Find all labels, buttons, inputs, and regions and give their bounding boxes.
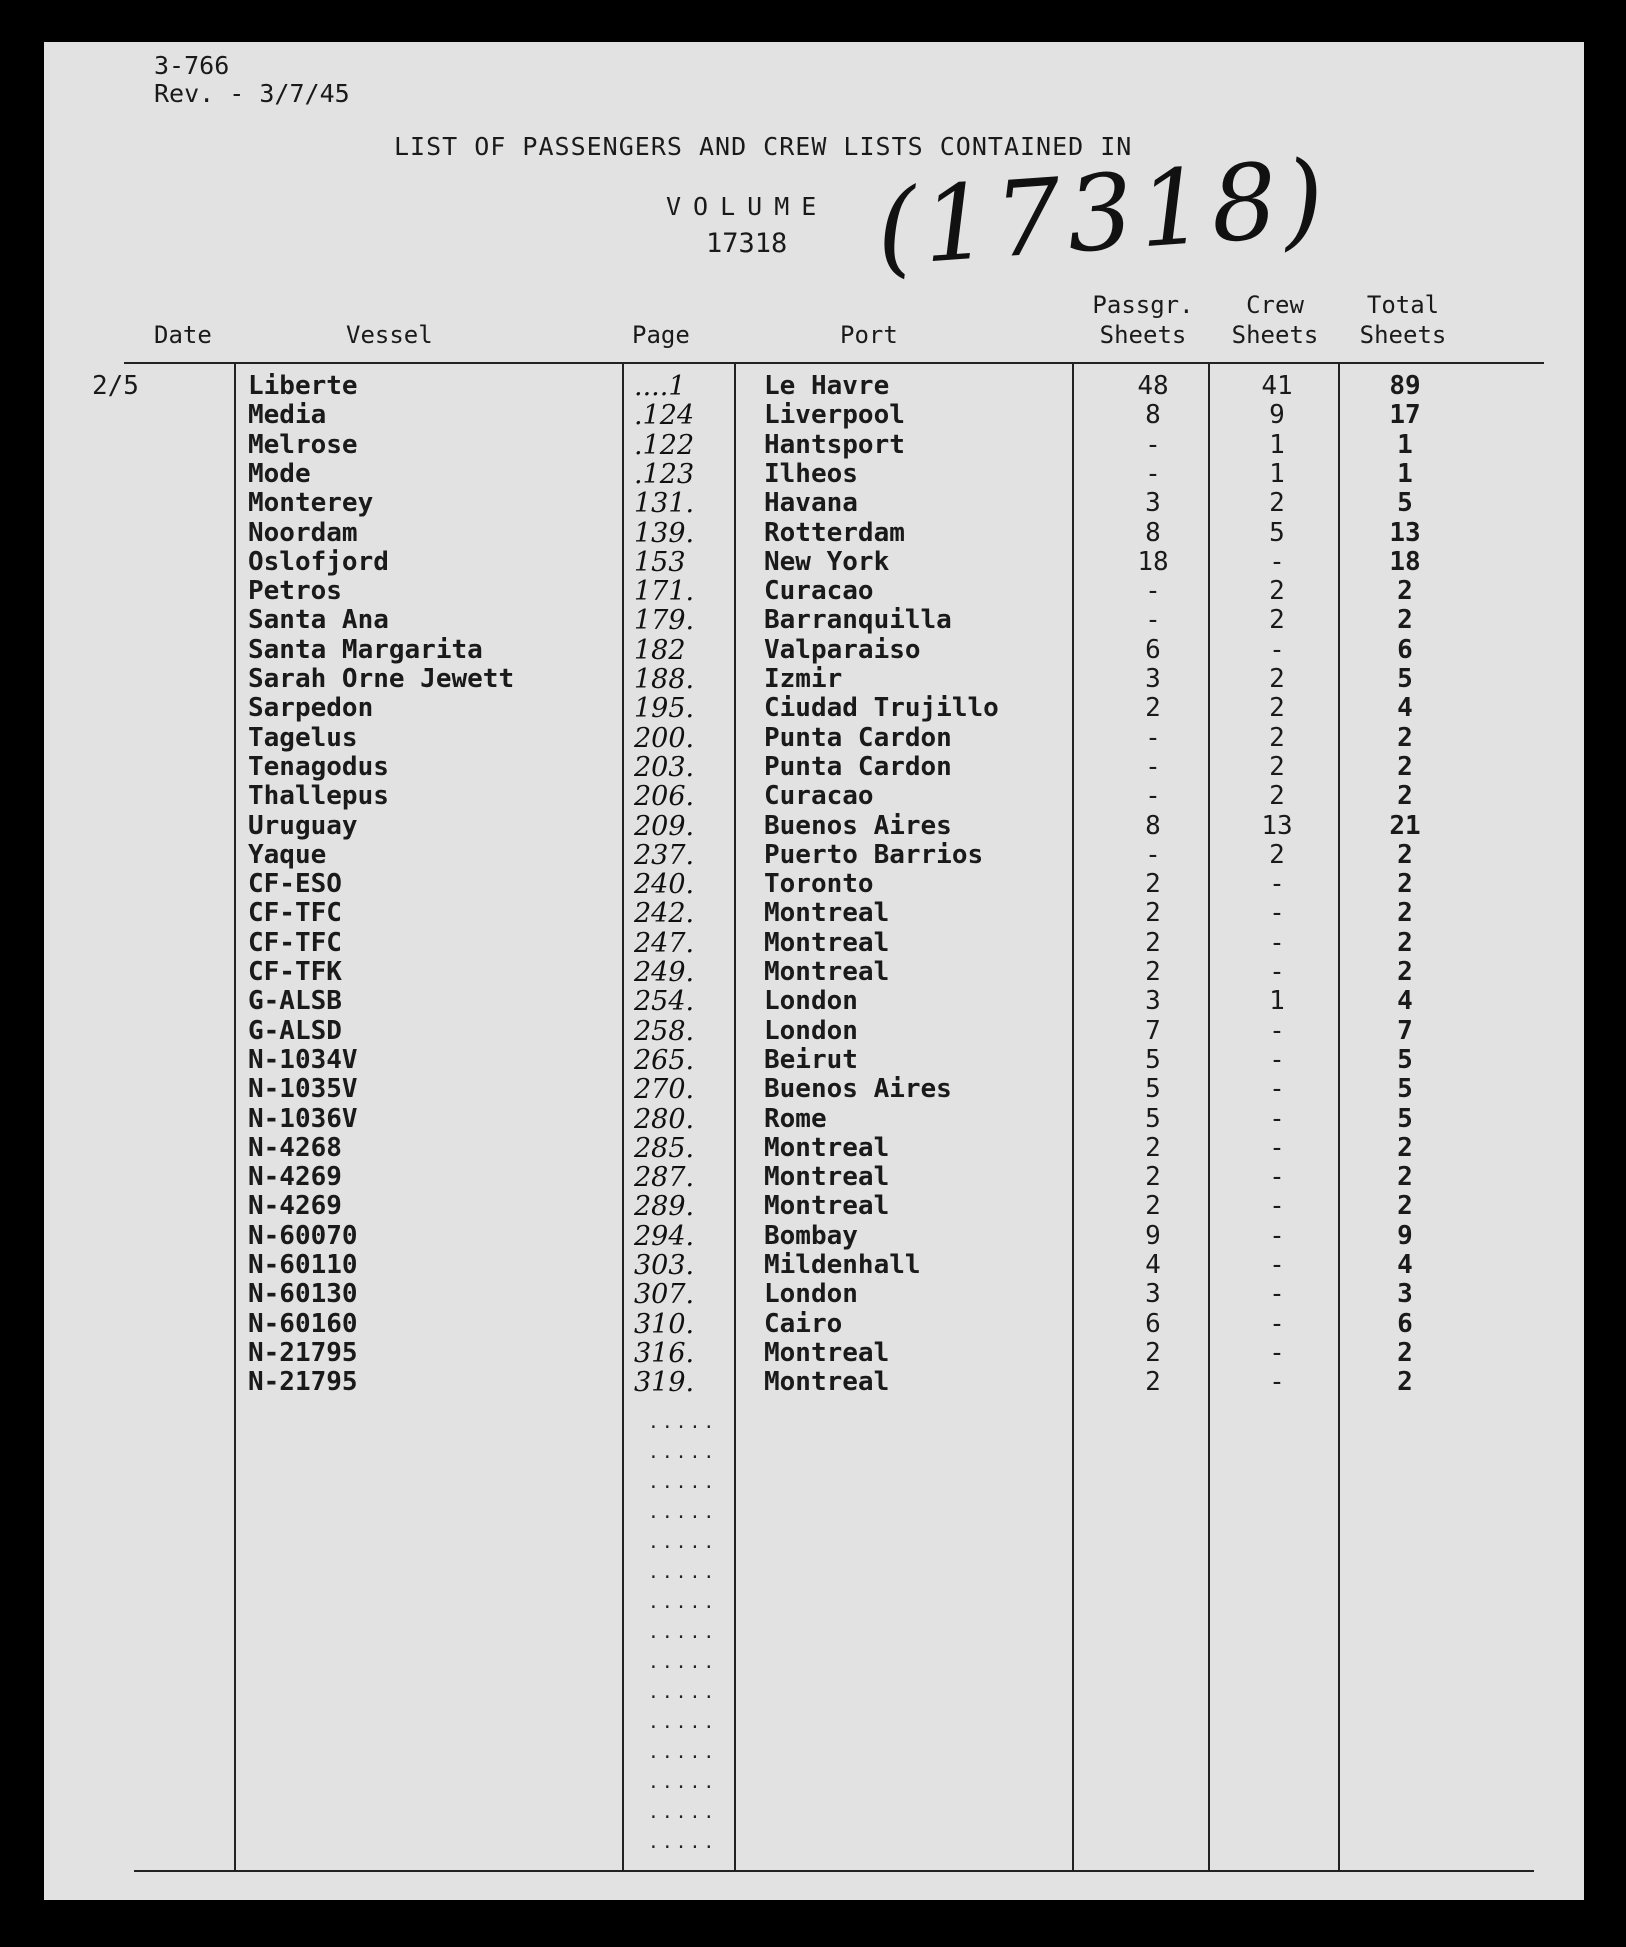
header-crew-sheets xyxy=(1220,290,1330,350)
table-row xyxy=(44,1075,1584,1104)
row-passgr-sheets: 5 xyxy=(1145,1044,1161,1075)
row-vessel: Sarpedon xyxy=(248,693,374,724)
row-page: ....1 xyxy=(634,371,686,402)
row-page: 303. xyxy=(634,1250,695,1281)
row-passgr-sheets: 5 xyxy=(1145,1074,1161,1105)
row-crew-sheets: - xyxy=(1269,957,1285,987)
row-total-sheets: 5 xyxy=(1397,1074,1413,1105)
row-page: .123 xyxy=(634,458,695,490)
row-passgr-sheets: 9 xyxy=(1145,1220,1161,1251)
row-vessel: Noordam xyxy=(248,517,358,548)
row-total-sheets: 1 xyxy=(1397,429,1413,460)
row-crew-sheets: - xyxy=(1269,546,1285,577)
header-page: Page xyxy=(632,321,690,349)
row-total-sheets: 6 xyxy=(1397,1308,1413,1339)
row-crew-sheets: - xyxy=(1269,1162,1285,1193)
row-page: 206. xyxy=(634,781,695,813)
row-page: 280. xyxy=(634,1103,695,1135)
table-row xyxy=(44,401,1584,430)
filler-dot-row: ..... xyxy=(648,1412,718,1433)
row-port: Izmir xyxy=(764,664,843,694)
row-port: Puerto Barrios xyxy=(764,839,984,870)
row-vessel: N-4268 xyxy=(248,1132,342,1163)
filler-dot-row: ..... xyxy=(648,1502,718,1523)
row-port: Curacao xyxy=(764,781,874,812)
row-crew-sheets: 5 xyxy=(1269,517,1285,548)
row-page: 200. xyxy=(634,722,695,754)
row-page: 131. xyxy=(634,488,695,520)
row-passgr-sheets: 4 xyxy=(1145,1250,1161,1280)
row-port: Montreal xyxy=(764,1191,890,1222)
row-total-sheets: 5 xyxy=(1397,664,1413,694)
row-total-sheets: 5 xyxy=(1397,1103,1413,1134)
row-passgr-sheets: - xyxy=(1145,605,1161,636)
row-vessel: CF-TFC xyxy=(248,927,342,958)
header-date: Date xyxy=(154,321,212,349)
filler-dot-row: ..... xyxy=(648,1832,718,1853)
row-port: Montreal xyxy=(764,898,890,929)
row-passgr-sheets: 8 xyxy=(1145,517,1161,548)
row-total-sheets: 2 xyxy=(1397,605,1413,636)
table-row xyxy=(44,577,1584,606)
row-page: 153 xyxy=(634,546,686,578)
row-total-sheets: 1 xyxy=(1397,458,1413,489)
row-total-sheets: 2 xyxy=(1397,722,1413,753)
filler-dot-row: ..... xyxy=(648,1562,718,1583)
row-port: Bombay xyxy=(764,1220,858,1251)
row-port: London xyxy=(764,1279,858,1310)
table-row xyxy=(44,1222,1584,1251)
row-page: 319. xyxy=(634,1367,695,1399)
table-row xyxy=(44,548,1584,577)
row-passgr-sheets: 2 xyxy=(1145,693,1161,724)
row-passgr-sheets: - xyxy=(1145,458,1161,489)
row-crew-sheets: - xyxy=(1269,1074,1285,1105)
row-port: Buenos Aires xyxy=(764,1074,952,1105)
row-page: 139. xyxy=(634,517,695,549)
row-total-sheets: 6 xyxy=(1397,634,1413,665)
row-passgr-sheets: 2 xyxy=(1145,957,1161,987)
table-row xyxy=(44,870,1584,899)
row-vessel: Thallepus xyxy=(248,781,389,812)
row-page: 270. xyxy=(634,1074,695,1106)
row-port: Beirut xyxy=(764,1044,858,1075)
row-total-sheets: 3 xyxy=(1397,1279,1413,1310)
row-crew-sheets: - xyxy=(1269,1132,1285,1163)
row-port: Montreal xyxy=(764,1337,890,1368)
row-vessel: N-60130 xyxy=(248,1279,358,1310)
row-crew-sheets: - xyxy=(1269,1015,1285,1046)
table-row xyxy=(44,841,1584,870)
table-row xyxy=(44,519,1584,548)
row-date: 2/5 xyxy=(92,371,139,401)
row-port: Buenos Aires xyxy=(764,810,952,841)
row-passgr-sheets: - xyxy=(1145,429,1161,460)
table-row xyxy=(44,489,1584,518)
table-row xyxy=(44,372,1584,401)
row-port: Hantsport xyxy=(764,429,905,460)
row-port: Rome xyxy=(764,1103,827,1134)
filler-dot-row: ..... xyxy=(648,1742,718,1763)
row-passgr-sheets: 18 xyxy=(1137,546,1169,577)
row-page: 316. xyxy=(634,1337,695,1369)
row-passgr-sheets: 8 xyxy=(1145,400,1161,431)
row-crew-sheets: - xyxy=(1269,1367,1285,1398)
row-vessel: Oslofjord xyxy=(248,546,389,577)
row-crew-sheets: 2 xyxy=(1269,839,1285,870)
row-total-sheets: 5 xyxy=(1397,1044,1413,1075)
row-total-sheets: 89 xyxy=(1389,371,1421,401)
row-vessel: N-1035V xyxy=(248,1074,358,1105)
row-vessel: Yaque xyxy=(248,839,327,870)
row-crew-sheets: - xyxy=(1269,1103,1285,1134)
row-passgr-sheets: - xyxy=(1145,781,1161,812)
table-row xyxy=(44,899,1584,928)
row-vessel: Tagelus xyxy=(248,722,358,753)
row-passgr-sheets: 2 xyxy=(1145,1191,1161,1222)
row-port: Havana xyxy=(764,488,858,519)
row-vessel: Santa Ana xyxy=(248,605,389,636)
row-passgr-sheets: 3 xyxy=(1145,1279,1161,1310)
row-page: 240. xyxy=(634,869,695,901)
header-passgr-line1: Passgr. xyxy=(1092,291,1194,319)
row-passgr-sheets: 2 xyxy=(1145,1162,1161,1193)
row-page: .122 xyxy=(634,429,695,461)
header-passgr-line2: Sheets xyxy=(1099,321,1187,349)
table-row xyxy=(44,1310,1584,1339)
row-port: Montreal xyxy=(764,1162,890,1193)
table-row xyxy=(44,1163,1584,1192)
row-total-sheets: 21 xyxy=(1389,810,1421,841)
row-passgr-sheets: 3 xyxy=(1145,664,1161,694)
row-passgr-sheets: 48 xyxy=(1137,371,1169,401)
row-crew-sheets: 2 xyxy=(1269,576,1285,607)
filler-dot-row: ..... xyxy=(648,1682,718,1703)
row-crew-sheets: 1 xyxy=(1269,458,1285,489)
row-passgr-sheets: 2 xyxy=(1145,869,1161,900)
row-total-sheets: 2 xyxy=(1397,927,1413,958)
row-crew-sheets: - xyxy=(1269,634,1285,665)
table-row xyxy=(44,1251,1584,1280)
row-page: 171. xyxy=(634,576,695,608)
row-passgr-sheets: 3 xyxy=(1145,986,1161,1017)
row-page: 247. xyxy=(634,927,695,959)
row-port: Mildenhall xyxy=(764,1250,921,1280)
table-row xyxy=(44,665,1584,694)
table-row xyxy=(44,1192,1584,1221)
row-crew-sheets: 2 xyxy=(1269,488,1285,519)
row-total-sheets: 2 xyxy=(1397,1337,1413,1368)
table-row xyxy=(44,460,1584,489)
table-row xyxy=(44,1134,1584,1163)
row-crew-sheets: - xyxy=(1269,1337,1285,1368)
filler-dot-row: ..... xyxy=(648,1472,718,1493)
table-row xyxy=(44,987,1584,1016)
row-crew-sheets: - xyxy=(1269,1044,1285,1075)
row-page: 307. xyxy=(634,1279,695,1311)
row-passgr-sheets: 2 xyxy=(1145,898,1161,929)
row-passgr-sheets: 2 xyxy=(1145,927,1161,958)
row-port: London xyxy=(764,986,858,1017)
bottom-rule xyxy=(134,1870,1534,1872)
row-passgr-sheets: - xyxy=(1145,576,1161,607)
row-vessel: N-1036V xyxy=(248,1103,358,1134)
row-port: Montreal xyxy=(764,1132,890,1163)
row-page: 182 xyxy=(634,634,686,666)
table-row xyxy=(44,812,1584,841)
row-page: 285. xyxy=(634,1132,695,1164)
row-page: 265. xyxy=(634,1044,695,1076)
row-crew-sheets: - xyxy=(1269,869,1285,900)
row-vessel: N-1034V xyxy=(248,1044,358,1075)
table-row xyxy=(44,958,1584,987)
table-row xyxy=(44,1046,1584,1075)
row-vessel: Sarah Orne Jewett xyxy=(248,664,515,694)
row-page: 203. xyxy=(634,751,695,783)
filler-dot-row: ..... xyxy=(648,1592,718,1613)
row-port: Valparaiso xyxy=(764,634,921,665)
row-port: New York xyxy=(764,546,890,577)
row-crew-sheets: 1 xyxy=(1269,986,1285,1017)
filler-dot-row: ..... xyxy=(648,1712,718,1733)
row-crew-sheets: 41 xyxy=(1261,371,1293,401)
row-port: Liverpool xyxy=(764,400,905,431)
row-total-sheets: 7 xyxy=(1397,1015,1413,1046)
row-total-sheets: 4 xyxy=(1397,1250,1413,1280)
row-page: 258. xyxy=(634,1015,695,1047)
row-total-sheets: 18 xyxy=(1389,546,1421,577)
row-crew-sheets: 2 xyxy=(1269,751,1285,782)
filler-dot-row: ..... xyxy=(648,1442,718,1463)
row-vessel: Monterey xyxy=(248,488,374,519)
row-crew-sheets: - xyxy=(1269,898,1285,929)
handwritten-volume-number: (17318) xyxy=(872,136,1334,290)
filler-dot-row: ..... xyxy=(648,1802,718,1823)
row-total-sheets: 2 xyxy=(1397,1367,1413,1398)
row-port: Curacao xyxy=(764,576,874,607)
row-vessel: N-4269 xyxy=(248,1191,342,1222)
row-vessel: CF-TFC xyxy=(248,898,342,929)
row-passgr-sheets: 3 xyxy=(1145,488,1161,519)
row-vessel: N-60160 xyxy=(248,1308,358,1339)
page-title: LIST OF PASSENGERS AND CREW LISTS CONTAINED IN xyxy=(394,132,1133,161)
row-crew-sheets: - xyxy=(1269,1250,1285,1280)
revision-date: Rev. - 3/7/45 xyxy=(154,79,350,108)
row-passgr-sheets: 2 xyxy=(1145,1132,1161,1163)
row-crew-sheets: 2 xyxy=(1269,693,1285,724)
row-passgr-sheets: 2 xyxy=(1145,1367,1161,1398)
header-total-line1: Total xyxy=(1366,291,1440,319)
filler-dot-row: ..... xyxy=(648,1622,718,1643)
header-port: Port xyxy=(840,321,898,349)
row-page: 237. xyxy=(634,839,695,871)
row-crew-sheets: - xyxy=(1269,1279,1285,1310)
table-row xyxy=(44,636,1584,665)
row-page: 249. xyxy=(634,957,695,988)
header-total-sheets xyxy=(1348,290,1458,350)
volume-label: VOLUME xyxy=(666,192,829,221)
header-rule xyxy=(124,362,1544,364)
row-passgr-sheets: 8 xyxy=(1145,810,1161,841)
form-code xyxy=(154,52,350,108)
row-page: 242. xyxy=(634,898,695,930)
row-crew-sheets: 13 xyxy=(1261,810,1293,841)
header-crew-line1: Crew xyxy=(1246,291,1304,319)
row-page: 188. xyxy=(634,664,695,695)
header-crew-line2: Sheets xyxy=(1231,321,1319,349)
row-passgr-sheets: - xyxy=(1145,839,1161,870)
header-passgr-sheets xyxy=(1078,290,1208,350)
row-vessel: N-60070 xyxy=(248,1220,358,1251)
row-vessel: N-21795 xyxy=(248,1367,358,1398)
row-total-sheets: 2 xyxy=(1397,576,1413,607)
row-vessel: N-60110 xyxy=(248,1250,358,1280)
row-crew-sheets: 2 xyxy=(1269,605,1285,636)
table-row xyxy=(44,782,1584,811)
row-vessel: Liberte xyxy=(248,371,358,401)
row-port: Rotterdam xyxy=(764,517,905,548)
row-port: London xyxy=(764,1015,858,1046)
row-passgr-sheets: 2 xyxy=(1145,1337,1161,1368)
row-page: 310. xyxy=(634,1308,695,1340)
row-crew-sheets: 9 xyxy=(1269,400,1285,431)
row-vessel: Petros xyxy=(248,576,342,607)
row-port: Toronto xyxy=(764,869,874,900)
row-total-sheets: 5 xyxy=(1397,488,1413,519)
row-passgr-sheets: 5 xyxy=(1145,1103,1161,1134)
row-crew-sheets: - xyxy=(1269,1191,1285,1222)
row-vessel: Melrose xyxy=(248,429,358,460)
document-page xyxy=(44,42,1584,1900)
row-vessel: Santa Margarita xyxy=(248,634,483,665)
table-row xyxy=(44,606,1584,635)
row-passgr-sheets: - xyxy=(1145,751,1161,782)
table-row xyxy=(44,694,1584,723)
row-port: Ciudad Trujillo xyxy=(764,693,999,724)
row-total-sheets: 2 xyxy=(1397,1132,1413,1163)
volume-number: 17318 xyxy=(706,228,788,259)
form-number: 3-766 xyxy=(154,51,230,80)
row-port: Ilheos xyxy=(764,458,858,489)
table-row xyxy=(44,753,1584,782)
row-page: 179. xyxy=(634,605,695,637)
row-port: Cairo xyxy=(764,1308,843,1339)
row-page: 287. xyxy=(634,1162,695,1194)
row-port: Punta Cardon xyxy=(764,722,952,753)
row-vessel: CF-TFK xyxy=(248,957,342,987)
table-row xyxy=(44,929,1584,958)
row-crew-sheets: - xyxy=(1269,1308,1285,1339)
row-vessel: Mode xyxy=(248,458,311,489)
table-row xyxy=(44,1280,1584,1309)
row-port: Montreal xyxy=(764,1367,890,1398)
row-vessel: Uruguay xyxy=(248,810,358,841)
table-row xyxy=(44,1339,1584,1368)
row-total-sheets: 2 xyxy=(1397,1191,1413,1222)
row-page: .124 xyxy=(634,400,695,432)
row-total-sheets: 2 xyxy=(1397,898,1413,929)
row-page: 254. xyxy=(634,986,695,1018)
row-page: 209. xyxy=(634,810,695,842)
row-port: Montreal xyxy=(764,927,890,958)
table-row xyxy=(44,1017,1584,1046)
header-total-line2: Sheets xyxy=(1359,321,1447,349)
row-port: Punta Cardon xyxy=(764,751,952,782)
row-passgr-sheets: 6 xyxy=(1145,1308,1161,1339)
filler-dot-row: ..... xyxy=(648,1532,718,1553)
row-crew-sheets: 2 xyxy=(1269,781,1285,812)
row-port: Montreal xyxy=(764,957,890,987)
row-total-sheets: 4 xyxy=(1397,693,1413,724)
row-total-sheets: 2 xyxy=(1397,839,1413,870)
row-total-sheets: 13 xyxy=(1389,517,1421,548)
row-port: Le Havre xyxy=(764,371,890,401)
row-page: 195. xyxy=(634,693,695,725)
row-passgr-sheets: 6 xyxy=(1145,634,1161,665)
row-crew-sheets: 1 xyxy=(1269,429,1285,460)
row-passgr-sheets: 7 xyxy=(1145,1015,1161,1046)
row-page: 289. xyxy=(634,1191,695,1223)
row-vessel: N-4269 xyxy=(248,1162,342,1193)
filler-dot-row: ..... xyxy=(648,1772,718,1793)
table-row xyxy=(44,1368,1584,1397)
row-vessel: CF-ESO xyxy=(248,869,342,900)
row-vessel: Tenagodus xyxy=(248,751,389,782)
row-passgr-sheets: - xyxy=(1145,722,1161,753)
table-row xyxy=(44,431,1584,460)
row-vessel: Media xyxy=(248,400,327,431)
row-crew-sheets: - xyxy=(1269,927,1285,958)
row-vessel: N-21795 xyxy=(248,1337,358,1368)
row-total-sheets: 9 xyxy=(1397,1220,1413,1251)
row-total-sheets: 4 xyxy=(1397,986,1413,1017)
row-crew-sheets: 2 xyxy=(1269,722,1285,753)
row-vessel: G-ALSD xyxy=(248,1015,342,1046)
row-total-sheets: 2 xyxy=(1397,1162,1413,1193)
row-total-sheets: 2 xyxy=(1397,957,1413,987)
row-crew-sheets: 2 xyxy=(1269,664,1285,694)
row-port: Barranquilla xyxy=(764,605,952,636)
table-row xyxy=(44,1105,1584,1134)
row-total-sheets: 2 xyxy=(1397,869,1413,900)
table-row xyxy=(44,724,1584,753)
row-crew-sheets: - xyxy=(1269,1220,1285,1251)
row-total-sheets: 2 xyxy=(1397,781,1413,812)
row-vessel: G-ALSB xyxy=(248,986,342,1017)
filler-dot-row: ..... xyxy=(648,1652,718,1673)
row-total-sheets: 2 xyxy=(1397,751,1413,782)
row-total-sheets: 17 xyxy=(1389,400,1421,431)
header-vessel: Vessel xyxy=(346,321,433,349)
row-page: 294. xyxy=(634,1220,695,1252)
